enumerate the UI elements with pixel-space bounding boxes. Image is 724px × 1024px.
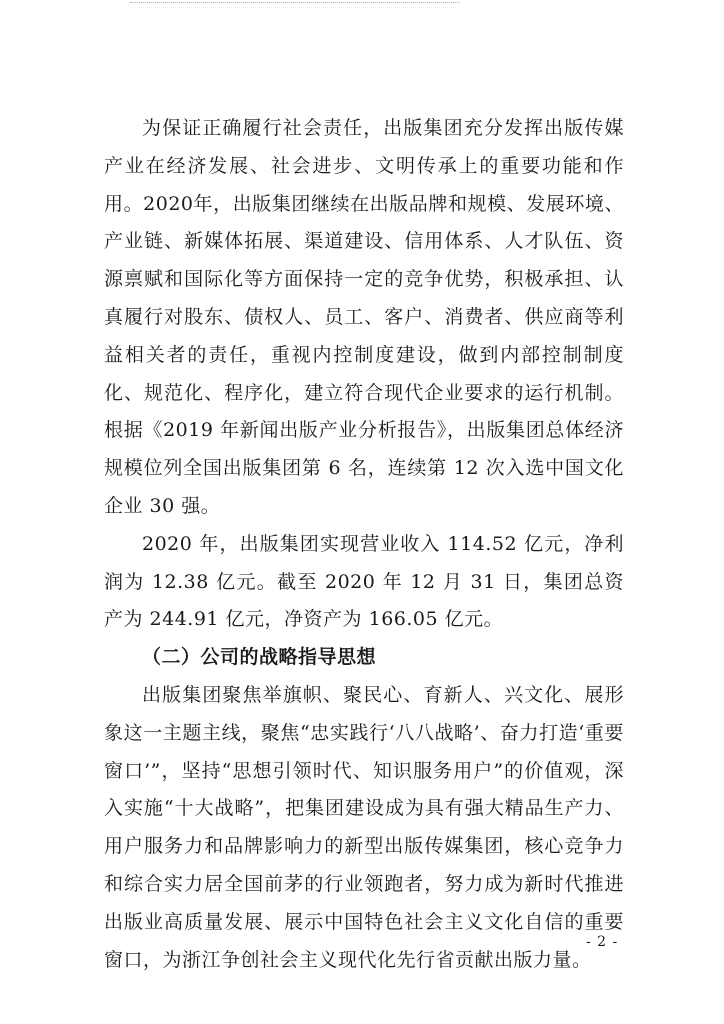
section-heading: （二）公司的战略指导思想 — [142, 646, 377, 669]
page-number: - 2 - — [586, 934, 619, 950]
document-body — [104, 110, 624, 979]
strategy-paragraph: 出版集团聚焦举旗帜、聚民心、育新人、兴文化、展形象这一主题主线，聚焦“忠实践行‘八八战略’、奋力打造‘重要窗口’”，坚持“思想引领时代、知识服务用户”的价值观，深入实施“十大战略”，把集团建设成为具有强大精品生产力、用户服务力和品牌影响力的新型出版传媒集团，核心竞争力和综合实力居全国前茅的行业领跑者，努力成为新时代推进出版业高质量发展、展示中国特色社会主义文化自信的重要窗口，为浙江争创社会主义现代化先行省贡献出版力量。 — [104, 683, 624, 971]
financial-results-paragraph: 2020 年，出版集团实现营业收入 114.52 亿元，净利润为 12.38 亿元。截至 2020 年 12 月 31 日，集团总资产为 244.91 亿元，净资产为 166.05 亿元。 — [104, 532, 624, 631]
top-scan-rule — [130, 2, 460, 4]
social-responsibility-paragraph: 为保证正确履行社会责任，出版集团充分发挥出版传媒产业在经济发展、社会进步、文明传承上的重要功能和作用。2020年，出版集团继续在出版品牌和规模、发展环境、产业链、新媒体拓展、渠道建设、信用体系、人才队伍、资源禀赋和国际化等方面保持一定的竞争优势，积极承担、认真履行对股东、债权人、员工、客户、消费者、供应商等利益相关者的责任，重视内控制度建设，做到内部控制制度化、规范化、程序化，建立符合现代企业要求的运行机制。根据《2019 年新闻出版产业分析报告》，出版集团总体经济规模位列全国出版集团第 6 名，连续第 12 次入选中国文化企业 30 强。 — [104, 117, 624, 517]
